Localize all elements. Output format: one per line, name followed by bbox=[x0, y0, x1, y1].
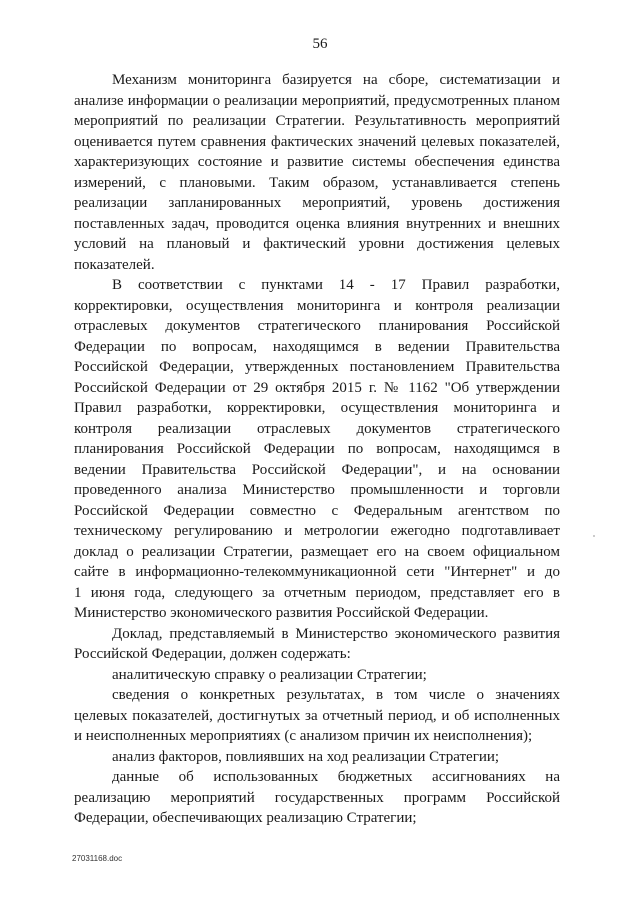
text-line: мероприятий по реализации Стратегии. Результативность мероприятий bbox=[74, 113, 560, 129]
text-line: сведения о конкретных результатах, в том числе о значениях bbox=[112, 687, 560, 703]
text-line: отраслевых документов стратегического планирования Российской bbox=[74, 318, 560, 334]
text-line: реализации запланированных мероприятий, уровень достижения bbox=[74, 195, 560, 211]
text-line: данные об использованных бюджетных ассигнованиях на bbox=[112, 769, 560, 785]
text-line: и неисполненных мероприятиях (с анализом причин их неисполнения); bbox=[74, 728, 533, 744]
text-line: В соответствии с пунктами 14 - 17 Правил разработки, bbox=[112, 277, 560, 293]
document-body bbox=[74, 70, 560, 829]
paragraph bbox=[74, 275, 560, 624]
paragraph bbox=[74, 70, 560, 275]
text-line: аналитическую справку о реализации Стратегии; bbox=[112, 666, 427, 683]
text-line: измерений, с плановыми. Таким образом, устанавливается степень bbox=[74, 174, 560, 191]
text-line: целевых показателей, достигнутых за отчетный период, и об исполненных bbox=[74, 707, 560, 724]
text-line: Федерации по вопросам, находящимся в ведении Правительства bbox=[74, 338, 560, 355]
text-line: оценивается путем сравнения фактических значений целевых показателей, bbox=[74, 133, 560, 150]
text-line: показателей. bbox=[74, 256, 155, 273]
text-line: анализе информации о реализации мероприятий, предусмотренных планом bbox=[74, 92, 560, 109]
paragraph bbox=[74, 665, 560, 686]
text-line: Российской Федерации совместно с Федеральным агентством по bbox=[74, 502, 560, 519]
text-line: Правил разработки, корректировки, осуществления мониторинга и bbox=[74, 400, 560, 416]
text-line: сайте в информационно-телекоммуникационной сети "Интернет" и до bbox=[74, 564, 560, 580]
text-line: характеризующих состояние и развитие системы обеспечения единства bbox=[74, 154, 560, 170]
paragraph bbox=[74, 767, 560, 829]
text-line: корректировки, осуществления мониторинга и контроля реализации bbox=[74, 297, 560, 314]
text-line: Российской Федерации, должен содержать: bbox=[74, 646, 351, 662]
text-line: техническому регулированию и метрологии ежегодно подготавливает bbox=[74, 523, 560, 539]
paragraph bbox=[74, 624, 560, 665]
text-line: Механизм мониторинга базируется на сборе, систематизации и bbox=[112, 72, 560, 88]
text-line: Доклад, представляемый в Министерство экономического развития bbox=[112, 625, 560, 642]
text-line: анализ факторов, повлиявших на ход реализации Стратегии; bbox=[112, 748, 500, 765]
text-line: реализацию мероприятий государственных программ Российской bbox=[74, 789, 560, 806]
text-line: Российской Федерации от 29 октября 2015 г. № 1162 "Об утверждении bbox=[74, 379, 560, 396]
paragraph bbox=[74, 747, 560, 768]
footer-filename: 27031168.doc bbox=[72, 854, 123, 863]
text-line: проведенного анализа Министерство промышленности и торговли bbox=[74, 482, 560, 498]
text-line: поставленных задач, проводится оценка влияния внутренних и внешних bbox=[74, 215, 560, 232]
text-line: ведении Правительства Российской Федерации", и на основании bbox=[74, 461, 560, 478]
text-line: 1 июня года, следующего за отчетным периодом, представляет его в bbox=[74, 584, 560, 601]
text-line: Федерации, обеспечивающих реализацию Стратегии; bbox=[74, 810, 417, 826]
text-line: доклад о реализации Стратегии, размещает его на своем официальном bbox=[74, 543, 560, 560]
text-line: Российской Федерации, утвержденных постановлением Правительства bbox=[74, 359, 560, 375]
text-line: контроля реализации отраслевых документов стратегического bbox=[74, 420, 560, 437]
text-line: планирования Российской Федерации по вопросам, находящимся в bbox=[74, 441, 560, 457]
text-line: Министерство экономического развития Российской Федерации. bbox=[74, 605, 489, 621]
paragraph bbox=[74, 685, 560, 747]
scan-speck bbox=[593, 535, 595, 537]
text-line: условий на плановый и фактический уровни достижения целевых bbox=[74, 236, 560, 252]
page-number: 56 bbox=[312, 36, 328, 52]
